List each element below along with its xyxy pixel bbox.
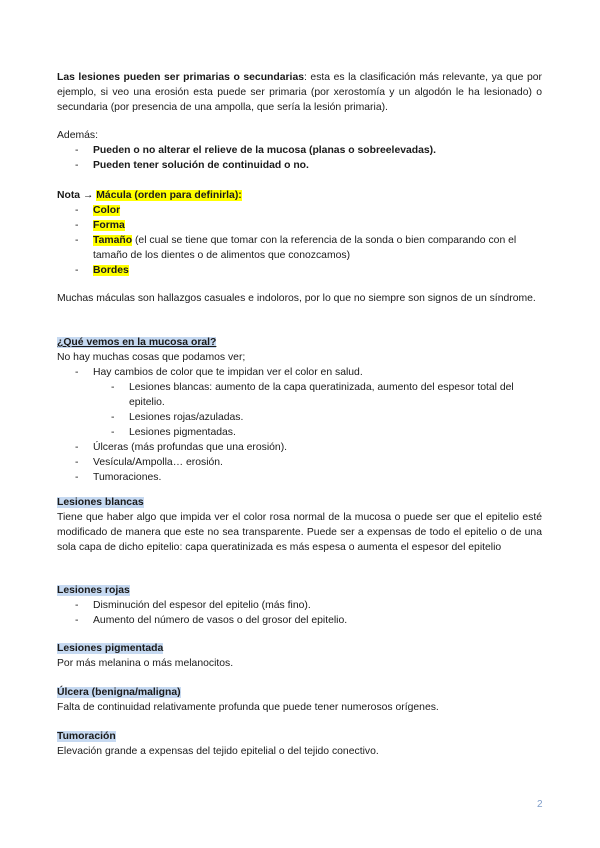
list-item: - Forma	[75, 220, 125, 231]
blancas-section	[57, 495, 542, 555]
list-item: - Úlceras (más profundas que una erosión).	[75, 442, 288, 453]
list-item: - Tamaño (el cual se tiene que tomar con la referencia de la sonda o bien comparando con el tamaño de los dientes o de alimentos que conozcamos)	[75, 235, 517, 261]
list-item: - Pueden tener solución de continuidad o no.	[75, 160, 309, 171]
ulcera-section	[57, 685, 542, 715]
section-heading: Tumoración	[57, 731, 116, 742]
list-item: - Bordes	[75, 265, 129, 276]
nota-title: Mácula (orden para definirla):	[96, 190, 242, 201]
intro-paragraph	[57, 70, 542, 115]
blancas-text: Tiene que haber algo que impida ver el color rosa normal de la mucosa o puede ser que el epitelio esté modificado de manera que este no sea transparente. Puede ser a expensas de todo el epitelio o de una sola capa de dicho epitelio: capa queratinizada es más espesa o aumenta el espesor del epitelio	[57, 512, 542, 553]
intro-bold: Las lesiones pueden ser primarias o secundarias	[57, 72, 304, 83]
tumoracion-text: Elevación grande a expensas del tejido epitelial o del tejido conectivo.	[57, 746, 379, 757]
que-vemos-section	[57, 335, 542, 485]
rojas-section	[57, 583, 542, 628]
section-heading: Lesiones pigmentada	[57, 643, 164, 654]
ademas-section	[57, 128, 542, 173]
maculas-paragraph: Muchas máculas son hallazgos casuales e indoloros, por lo que no siempre son signos de un síndrome.	[57, 293, 536, 304]
list-item: - Pueden o no alterar el relieve de la mucosa (planas o sobreelevadas).	[75, 145, 437, 156]
pigmentada-section	[57, 641, 542, 671]
section-heading: Lesiones blancas	[57, 497, 144, 508]
list-item: - Tumoraciones.	[75, 472, 162, 483]
intro-text: : esta es la clasificación más relevante, ya que por ejemplo, si veo una erosión esta puede ser primaria (por xerostomía y un algodón le ha lesionado) o secundaria (por presencia de una ampolla, que sería la lesión primaria).	[57, 72, 542, 113]
list-item: - Aumento del número de vasos o del grosor del epitelio.	[75, 615, 348, 626]
list-item: - Disminución del espesor del epitelio (más fino).	[75, 600, 311, 611]
ademas-label: Además:	[57, 130, 99, 141]
sub-list-item: - Lesiones pigmentadas.	[111, 427, 236, 438]
section-heading: Lesiones rojas	[57, 585, 130, 596]
section-heading: Úlcera (benigna/maligna)	[57, 687, 181, 698]
ulcera-text: Falta de continuidad relativamente profunda que puede tener numerosos orígenes.	[57, 702, 439, 713]
list-item: - Vesícula/Ampolla… erosión.	[75, 457, 223, 468]
list-item: - Color	[75, 205, 121, 216]
list-item: - Hay cambios de color que te impidan ver el color en salud.	[75, 367, 363, 378]
nota-section	[57, 188, 542, 278]
page-number: 2	[537, 799, 543, 810]
section-heading: ¿Qué vemos en la mucosa oral?	[57, 337, 217, 348]
sub-list-item: - Lesiones rojas/azuladas.	[111, 412, 244, 423]
sub-list-item: - Lesiones blancas: aumento de la capa queratinizada, aumento del espesor total del epitelio.	[111, 382, 514, 408]
nota-prefix: Nota →	[57, 190, 94, 201]
tumoracion-section	[57, 729, 542, 759]
que-vemos-intro: No hay muchas cosas que podamos ver;	[57, 352, 246, 363]
pigmentada-text: Por más melanina o más melanocitos.	[57, 658, 234, 669]
